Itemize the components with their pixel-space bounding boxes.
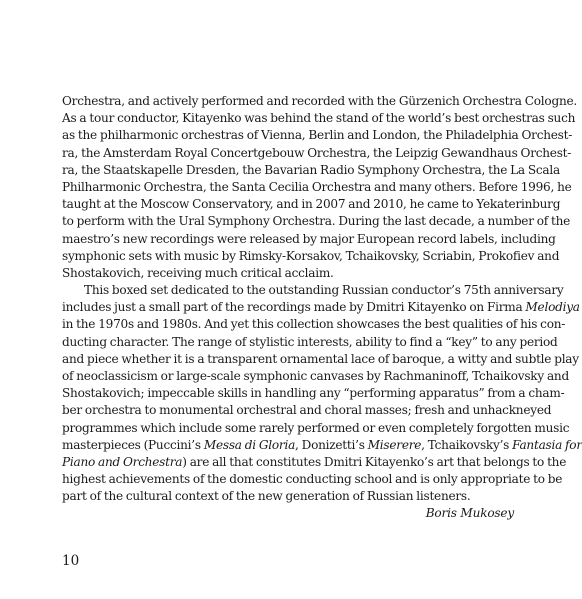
page-number: 10 xyxy=(62,553,80,569)
text-line: ra, the Staatskapelle Dresden, the Bavarian Radio Symphony Orchestra, the La Scala xyxy=(62,162,560,177)
text-line: Shostakovich, receiving much critical acclaim. xyxy=(62,265,334,280)
paragraph-1 xyxy=(62,93,577,282)
work-title: Piano and Orchestra xyxy=(62,454,183,469)
work-title: Fantasia for xyxy=(512,437,582,452)
text-line: as the philharmonic orchestras of Vienna, Berlin and London, the Philadelphia Orchest- xyxy=(62,128,573,143)
text-line: in the 1970s and 1980s. And yet this collection showcases the best qualities of his con- xyxy=(62,317,566,332)
text-line: Shostakovich; impeccable skills in handling any “performing apparatus” from a cham- xyxy=(62,386,565,401)
text-run: includes just a small part of the recordings made by Dmitri Kitayenko on Firma xyxy=(62,300,526,315)
text-line: and piece whether it is a transparent ornamental lace of baroque, a witty and subtle play xyxy=(62,351,579,366)
text-line: maestro’s new recordings were released by major European record labels, including xyxy=(62,231,556,246)
body-text xyxy=(62,93,582,506)
text-line: to perform with the Ural Symphony Orchestra. During the last decade, a number of the xyxy=(62,214,571,229)
text-line: highest achievements of the domestic conducting school and is only appropriate to be xyxy=(62,472,563,487)
text-line: ber orchestra to monumental orchestral and choral masses; fresh and unhackneyed xyxy=(62,403,552,418)
text-line: As a tour conductor, Kitayenko was behind the stand of the world’s best orchestras such xyxy=(62,111,576,126)
text-line: ra, the Amsterdam Royal Concertgebouw Orchestra, the Leipzig Gewandhaus Orchest- xyxy=(62,145,572,160)
text-line xyxy=(62,299,580,316)
text-run: , Donizetti’s xyxy=(295,437,368,452)
author-signature: Boris Mukosey xyxy=(425,506,514,520)
paragraph-2 xyxy=(62,282,582,505)
album-label-title: Melodiya xyxy=(525,300,580,315)
text-line: Philharmonic Orchestra, the Santa Cecilia Orchestra and many others. Before 1996, he xyxy=(62,179,572,194)
text-line: symphonic sets with music by Rimsky-Korsakov, Tchaikovsky, Scriabin, Prokofiev and xyxy=(62,248,560,263)
text-line: part of the cultural context of the new generation of Russian listeners. xyxy=(62,489,471,504)
text-run: masterpieces (Puccini’s xyxy=(62,437,204,452)
text-run: , Tchaikovsky’s xyxy=(421,437,513,452)
text-line xyxy=(62,454,567,471)
work-title: Miserere xyxy=(367,437,422,452)
text-line: This boxed set dedicated to the outstanding Russian conductor’s 75th anniversary xyxy=(84,283,564,298)
text-line: of neoclassicism or large-scale symphonic canvases by Rachmaninoff, Tchaikovsky and xyxy=(62,369,569,383)
text-run: ) are all that constitutes Dmitri Kitayenko’s art that belongs to the xyxy=(182,454,567,469)
text-line xyxy=(62,437,582,454)
text-line: Orchestra, and actively performed and recorded with the Gürzenich Orchestra Cologne. xyxy=(62,94,577,108)
text-line: ducting character. The range of stylistic interests, ability to find a “key” to any period xyxy=(62,334,558,349)
text-line: programmes which include some rarely performed or even completely forgotten music xyxy=(62,420,570,435)
work-title: Messa di Gloria xyxy=(203,437,296,452)
text-line: taught at the Moscow Conservatory, and in 2007 and 2010, he came to Yekaterinburg xyxy=(62,197,561,212)
